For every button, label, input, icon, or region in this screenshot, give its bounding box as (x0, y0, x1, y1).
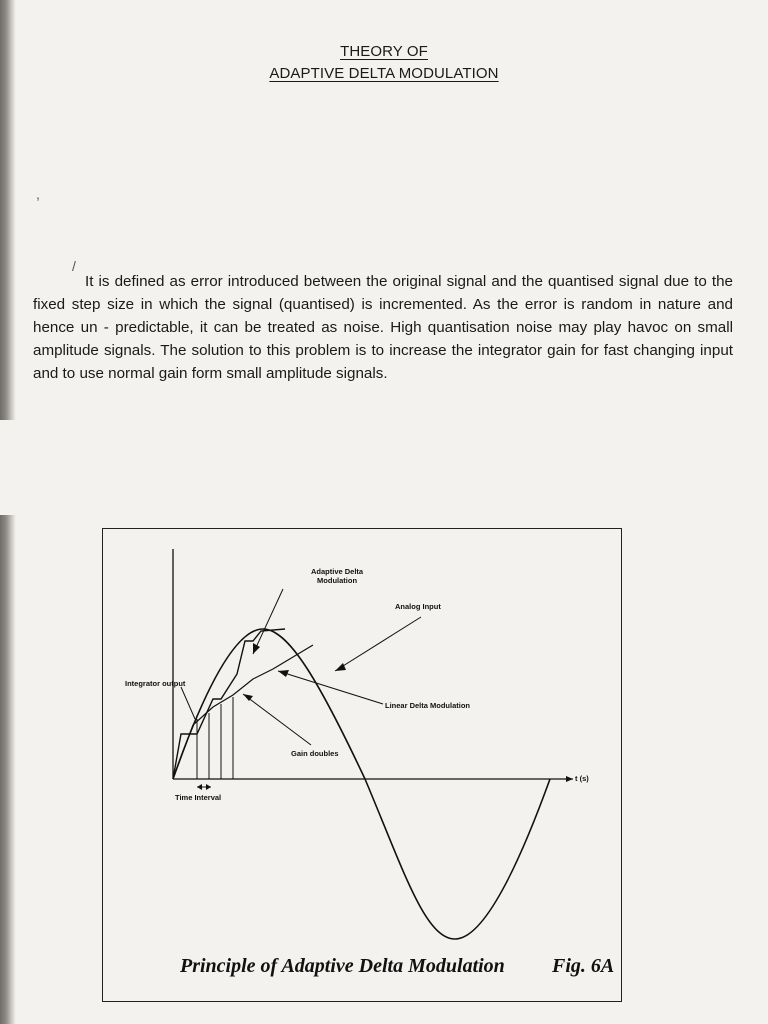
linear-dm-pointer (278, 671, 383, 704)
adm-pointer (253, 589, 283, 654)
label-linear-dm: Linear Delta Modulation (385, 701, 471, 710)
label-time-axis: t (s) (575, 774, 589, 783)
figure-number: Fig. 6A (552, 955, 615, 977)
integrator-pointer (181, 687, 195, 719)
adm-diagram (103, 529, 621, 1001)
page-binding-gap (0, 420, 18, 515)
label-adm: Adaptive Delta Modulation (311, 567, 364, 585)
stray-mark: / (72, 258, 76, 274)
body-paragraph: It is defined as error introduced between the original signal and the quantised signal due to the fixed step size in which the signal (quantised) is incremented. As the error is random in nature and hence un - predictable, it can be treated as noise. High quantisation noise may play havoc on small amplitude signals. The solution to this problem is to increase the integrator gain for fast changing input and to use normal gain form small amplitude signals. (33, 273, 733, 382)
stray-mark: , (36, 186, 40, 202)
document-title-line2: ADAPTIVE DELTA MODULATION (269, 65, 499, 82)
adm-staircase (173, 629, 285, 779)
figure-frame (102, 528, 622, 1002)
linear-dm-staircase (173, 645, 313, 779)
label-gain-doubles: Gain doubles (291, 749, 339, 758)
gain-doubles-pointer (243, 694, 311, 745)
analog-input-pointer (335, 617, 421, 671)
label-time-interval: Time Interval (175, 793, 222, 802)
document-title-line1: THEORY OF (340, 43, 428, 60)
label-analog-input: Analog Input (395, 602, 441, 611)
label-integrator-output: Integrator output (125, 679, 186, 688)
analog-input-waveform (173, 629, 550, 939)
figure-caption: Principle of Adaptive Delta Modulation (180, 955, 505, 977)
